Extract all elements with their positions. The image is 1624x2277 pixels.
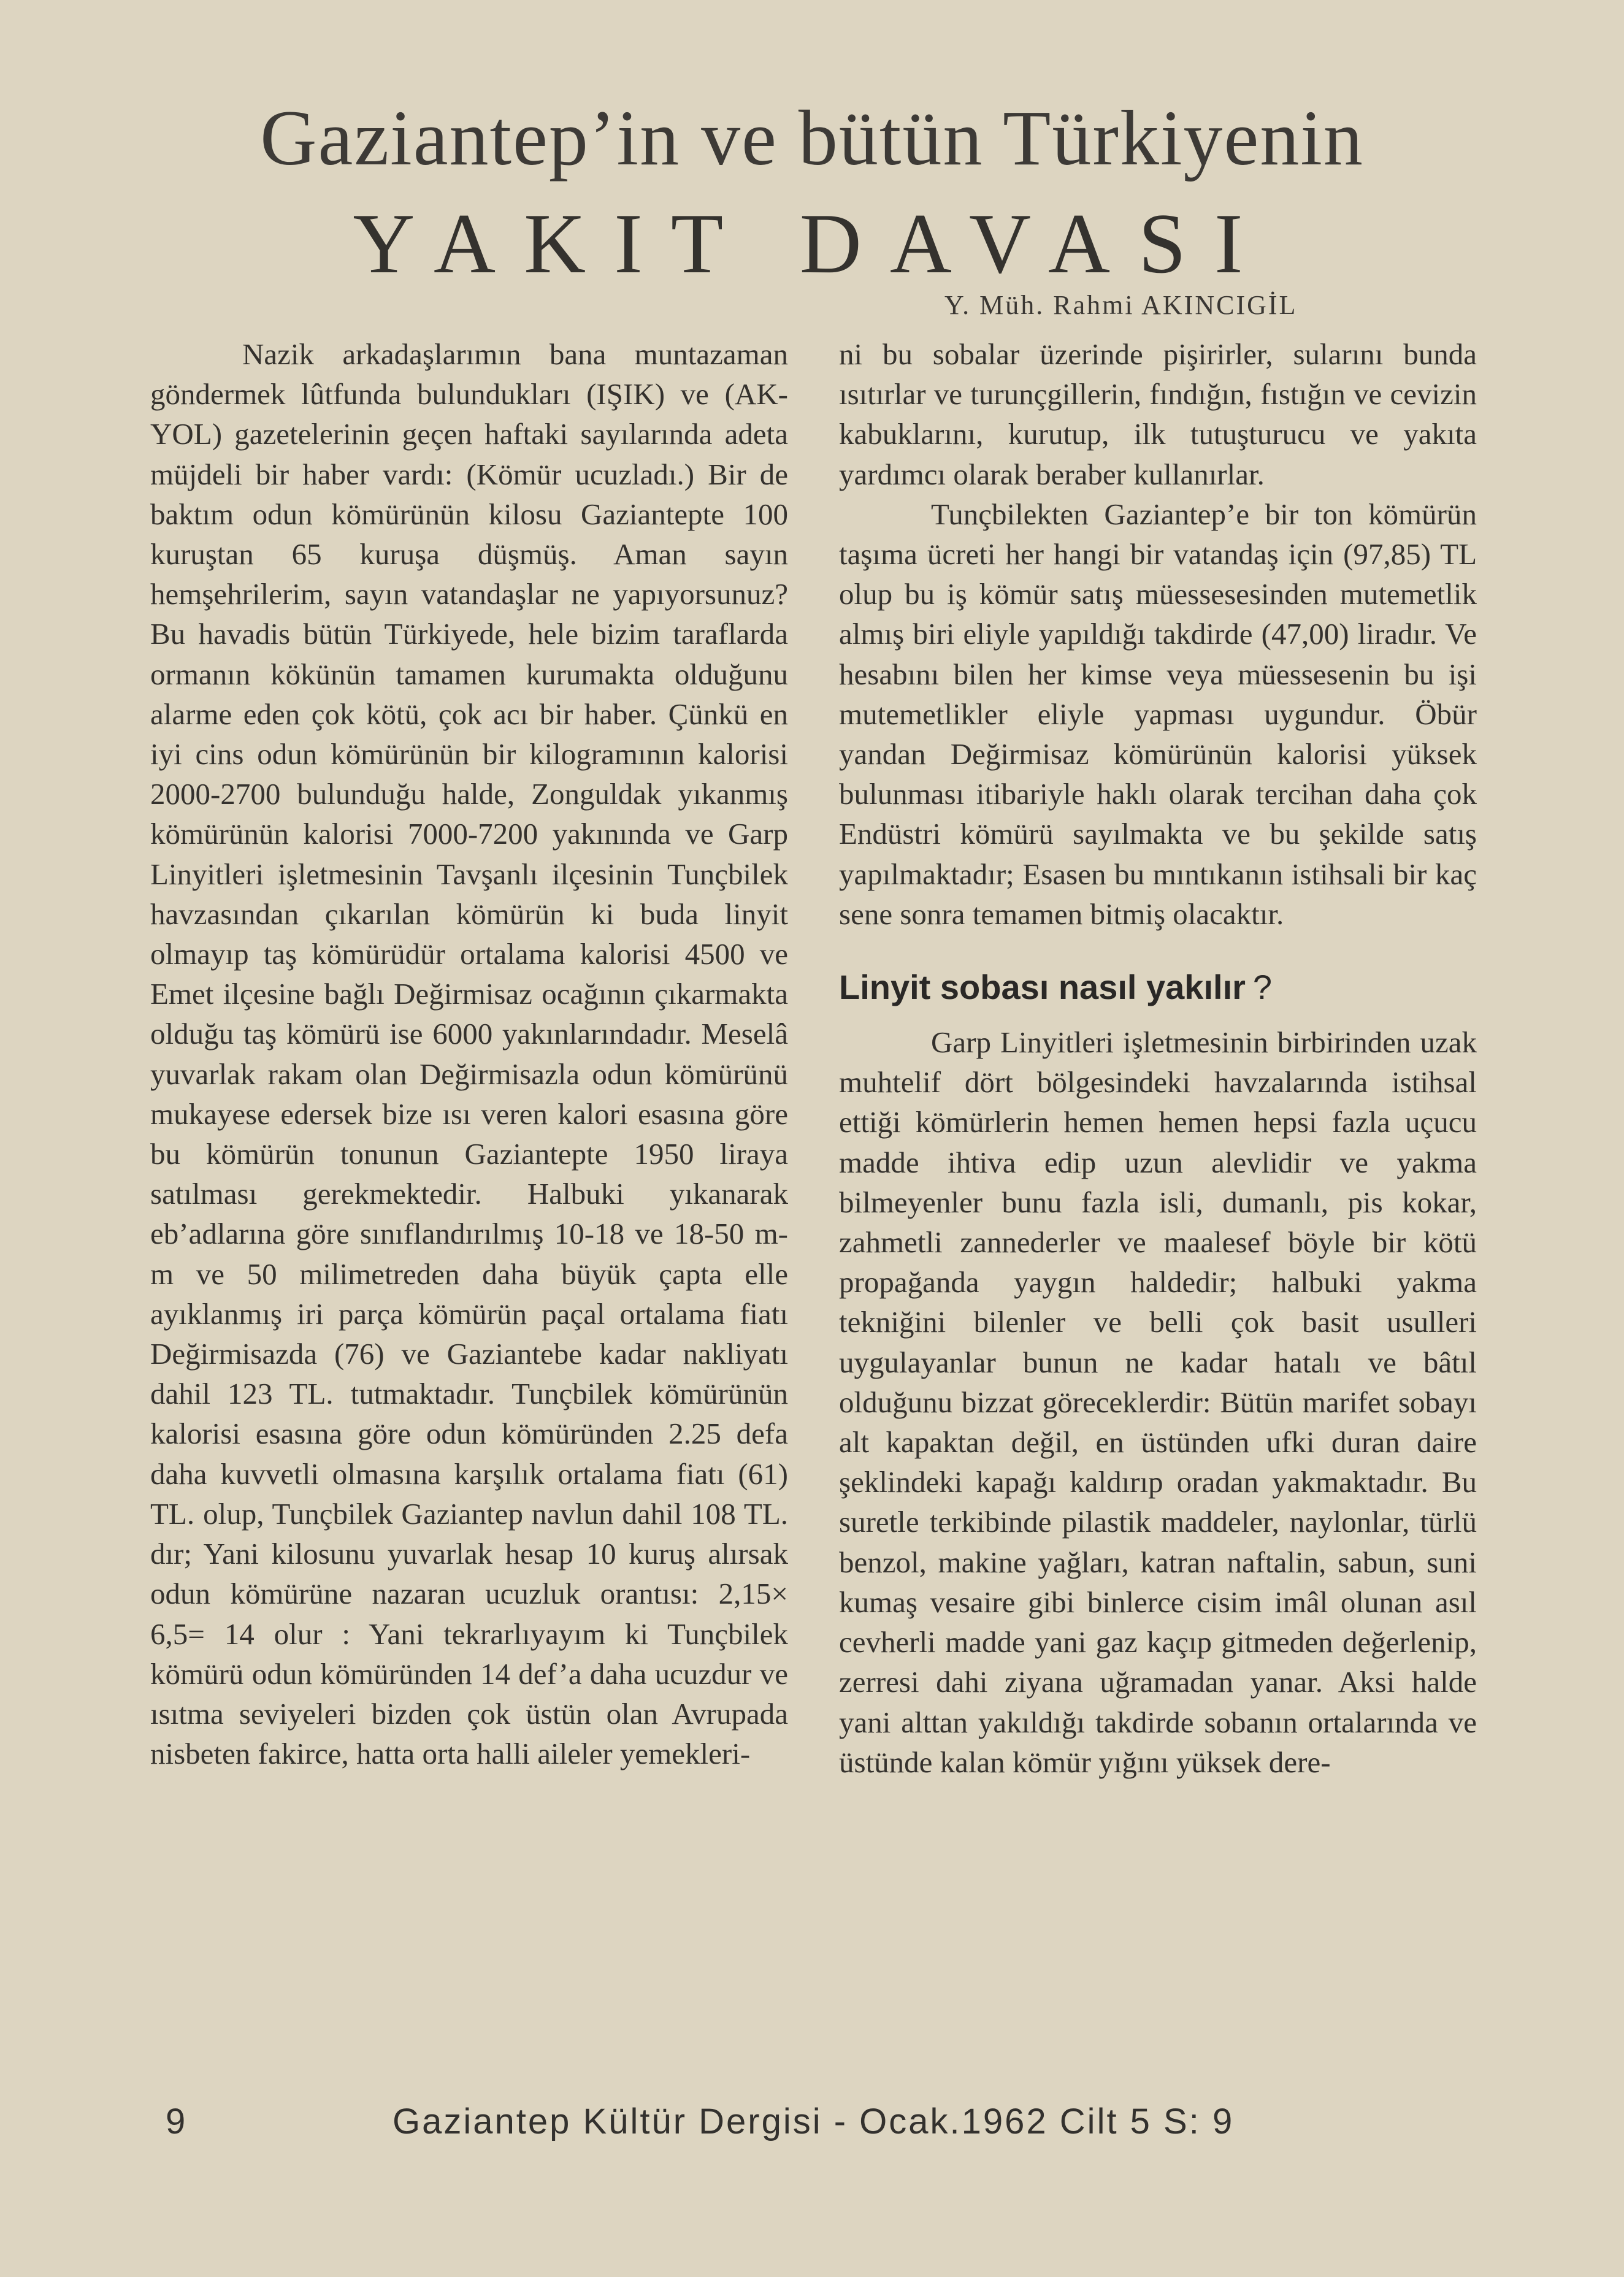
author-byline: Y. Müh. Rahmi AKINCIGİL xyxy=(944,290,1298,320)
left-column xyxy=(150,334,788,1774)
left-paragraph-1: Nazik arkadaşlarımın bana muntazaman göndermek lûtfunda bulundukları (IŞIK) ve (AK-YOL) gazetelerinin geçen haftaki sayılarında adeta müjdeli bir haber vardı: (Kömür ucuzladı.) Bir de baktım odun kömürünün kilosu Gaziantepte 100 kuruştan 65 kuruşa düşmüş. Aman sayın hemşehrilerim, sayın vatandaşlar ne yapıyorsunuz? Bu havadis bütün Türkiyede, hele bizim taraflarda ormanın kökünün tamamen kurumakta olduğunu alarme eden çok kötü, çok acı bir haber. Çünkü en iyi cins odun kömürünün bir kilogramının kalorisi 2000-2700 bulunduğu halde, Zonguldak yıkanmış kömürünün kalorisi 7000-7200 yakınında ve Garp Linyitleri işletmesinin Tavşanlı ilçesinin Tunçbilek havzasından çıkarılan kömürün ki buda linyit olmayıp taş kömürüdür ortalama kalorisi 4500 ve Emet ilçesine bağlı Değirmisaz ocağının çıkarmakta olduğu taş kömürü ise 6000 yakınlarındadır. Meselâ yuvarlak rakam olan Değirmisazla odun kömürünü mukayese edersek bize ısı veren kalori esasına göre bu kömürün tonunun Gaziantepte 1950 liraya satılması gerekmektedir. Halbuki yıkanarak eb’adlarına göre sınıflandırılmış 10-18 ve 18-50 m-m ve 50 milimetreden daha büyük çapta elle ayıklanmış iri parça kömürün paçal ortalama fiatı Değirmisazda (76) ve Gaziantebe kadar nakliyatı dahil 123 TL. tutmaktadır. Tunçbilek kömürünün kalorisi esasına göre odun kömüründen 2.25 defa daha kuvvetli olmasına karşılık ortalama fiatı (61) TL. olup, Tunçbilek Gaziantep navlun dahil 108 TL. dır; Yani kilosunu yuvarlak hesap 10 kuruş alırsak odun kömürüne nazaran ucuzluk orantısı: 2,15× 6,5= 14 olur : Yani tekrarlıyayım ki Tunçbilek kömürü odun kömüründen 14 def’a daha ucuzdur ve ısıtma seviyeleri bizden çok üstün olan Avrupada nisbeten fakirce, hatta orta halli aileler yemekleri- xyxy=(150,337,788,1771)
right-paragraph-1: ni bu sobalar üzerinde pişirirler, sularını bunda ısıtırlar ve turunçgillerin, fındığın, fıstığın ve cevizin kabuklarını, kurutup, ilk tutuşturucu ve yakıta yardımcı olarak beraber kullanırlar. xyxy=(839,337,1477,491)
article-title-line2: YAKIT DAVASI xyxy=(353,196,1271,291)
publication-info: Gaziantep Kültür Dergisi - Ocak.1962 Cilt 5 S: 9 xyxy=(393,2102,1235,2141)
subheading-text: Linyit sobası nasıl yakılır xyxy=(839,968,1246,1007)
subheading-question-mark: ? xyxy=(1252,968,1273,1007)
page-number: 9 xyxy=(166,2102,186,2141)
right-paragraph-2: Tunçbilekten Gaziantep’e bir ton kömürün taşıma ücreti her hangi bir vatandaş için (97,85) TL olup bu iş kömür satış müessesesinden mutemetlik almış biri eliyle yapıldığı takdirde (47,00) liradır. Ve hesabını bilen her kimse veya müessesenin bu işi mutemetlikler eliyle yapması uygundur. Öbür yandan Değirmisaz kömürünün kalorisi yüksek bulunması itibariyle haklı olarak tercihan daha çok Endüstri kömürü sayılmakta ve bu şekilde satış yapılmaktadır; Esasen bu mıntıkanın istihsali bir kaç sene sonra temamen bitmiş olacaktır. xyxy=(839,497,1477,931)
article-title-line1: Gaziantep’in ve bütün Türkiyenin xyxy=(260,94,1364,182)
page-footer xyxy=(0,2097,1624,2146)
right-paragraph-3: Garp Linyitleri işletmesinin birbirinden uzak muhtelif dört bölgesindeki havzalarında istihsal ettiği kömürlerin hemen hemen hepsi fazla uçucu madde ihtiva edip uzun alevlidir ve yakma bilmeyenler bunu fazla isli, dumanlı, pis kokar, zahmetli zannederler ve maalesef böyle bir kötü propağanda yaygın haldedir; halbuki yakma tekniğini bilenler ve belli çok basit usulleri uygulayanlar bunun ne kadar hatalı ve bâtıl olduğunu bizzat göreceklerdir: Bütün marifet sobayı alt kapaktan değil, en üstünden ufki duran daire şeklindeki kapağı kaldırıp oradan yakmaktadır. Bu suretle terkibinde pilastik maddeler, naylonlar, türlü benzol, makine yağları, katran naftalin, sabun, suni kumaş vesaire gibi binlerce cisim imâl olunan asıl cevherli madde yani gaz kaçıp gitmeden değerlenip, zerresi dahi ziyana uğramadan yanar. Aksi halde yani alttan yakıldığı takdirde sobanın ortalarında ve üstünde kalan kömür yığını yüksek dere- xyxy=(839,1025,1477,1779)
section-subheading xyxy=(839,966,1477,1009)
right-column xyxy=(839,334,1477,1782)
